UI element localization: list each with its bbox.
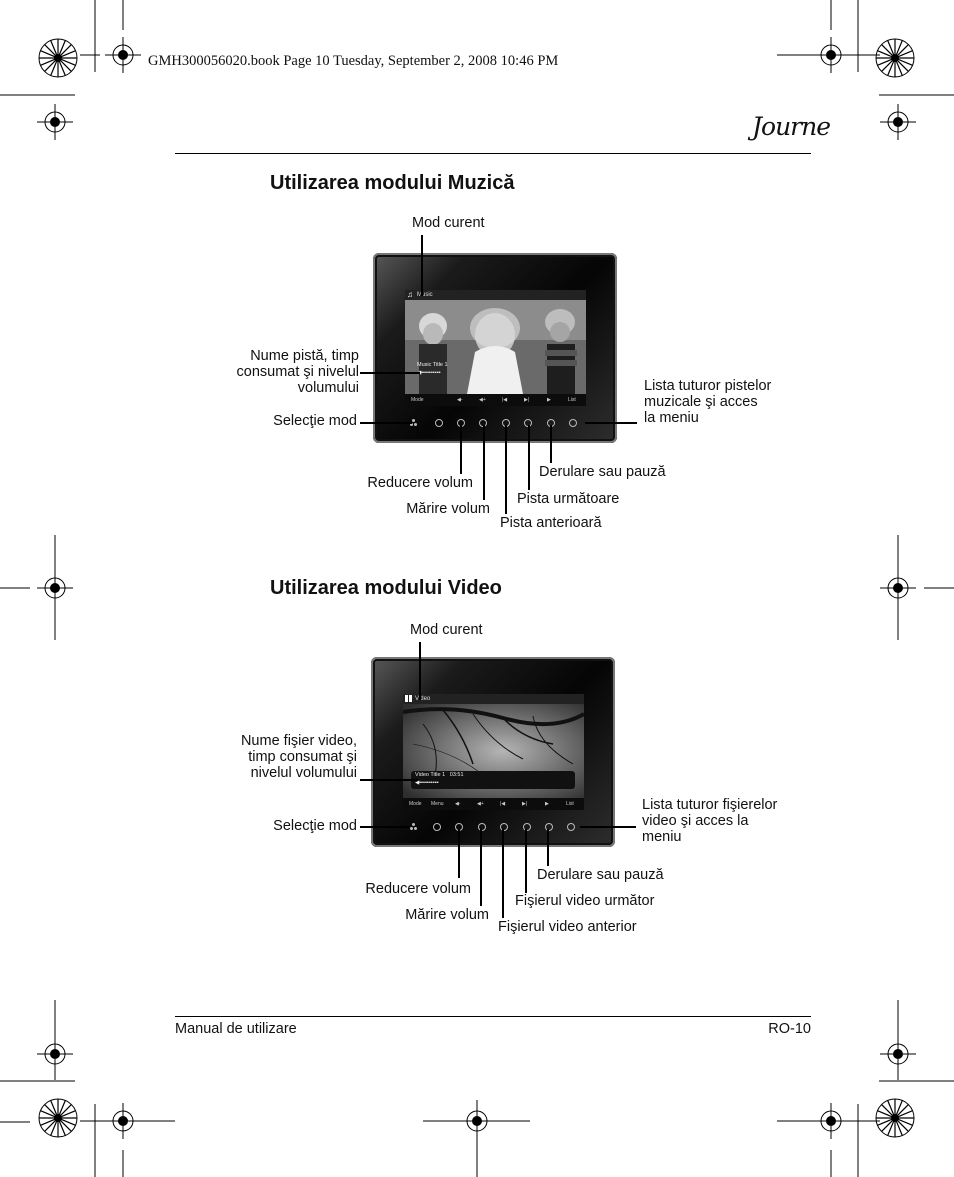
music-volume-meter: ◀▪▪▪▪▪▪▪▪▪▪ (417, 370, 441, 376)
label-volume-up-video: Mărire volum (405, 907, 489, 923)
music-bar-vol-up: ◀+ (479, 397, 486, 403)
label-next-file: Fişierul video următor (515, 893, 655, 909)
music-section-title: Utilizarea modului Muzică (270, 172, 515, 194)
label-prev-file: Fişierul video anterior (498, 919, 637, 935)
label-file-info: Nume fişier video, timp consumat şi nivelul volumului (240, 733, 357, 781)
label-play-pause-music: Derulare sau pauză (539, 464, 666, 480)
video-bar-next: ▶| (522, 801, 528, 807)
label-file-list: Lista tuturor fişierelor video şi acces la meniu (642, 797, 778, 845)
label-volume-down-video: Reducere volum (365, 881, 471, 897)
music-mode-name: Music (417, 292, 433, 298)
video-bar-play: ▶ (545, 801, 549, 807)
music-bar-prev: |◀ (502, 397, 508, 403)
label-track-info: Nume pistă, timp consumat şi nivelul volumului (236, 348, 359, 396)
label-mode-select-video: Selecţie mod (273, 818, 357, 834)
video-volume-meter: ◀▪▪▪▪▪▪▪▪▪▪ (415, 780, 439, 786)
footer-manual-title: Manual de utilizare (175, 1021, 297, 1037)
label-volume-up-music: Mărire volum (406, 501, 490, 517)
book-header-line: GMH300056020.book Page 10 Tuesday, September 2, 2008 10:46 PM (148, 53, 559, 69)
video-bar-vol-down: ◀- (455, 801, 461, 807)
music-bar-vol-down: ◀- (457, 397, 463, 403)
video-bar-mode: Mode (409, 801, 422, 807)
video-bar-vol-up: ◀+ (477, 801, 484, 807)
bottom-divider (175, 1016, 811, 1017)
label-prev-track: Pista anterioară (500, 515, 602, 531)
music-bar-play: ▶ (547, 397, 551, 403)
video-bar-prev: |◀ (500, 801, 506, 807)
music-note-icon: ♫ (407, 290, 413, 299)
video-mode-name: Video (415, 696, 431, 702)
brand-logo: Journe (752, 112, 831, 141)
label-mode-select-music: Selecţie mod (273, 413, 357, 429)
label-next-track: Pista următoare (517, 491, 620, 507)
label-play-pause-video: Derulare sau pauză (537, 867, 664, 883)
video-elapsed-time: 03:51 (449, 772, 464, 778)
video-bar-list: List (566, 801, 574, 807)
label-current-mode-music: Mod curent (412, 215, 485, 231)
video-section-title: Utilizarea modului Video (270, 577, 502, 599)
video-bar-menu: Menu (431, 801, 444, 807)
label-track-list: Lista tuturor pistelor muzicale şi acces la meniu (644, 378, 772, 426)
video-file-title: Video Title 1 (415, 772, 446, 778)
music-bar-next: ▶| (524, 397, 530, 403)
label-volume-down-music: Reducere volum (367, 475, 473, 491)
music-track-title: Music Title 1 (417, 362, 448, 368)
label-current-mode-video: Mod curent (410, 622, 483, 638)
footer-page-number: RO-10 (768, 1021, 811, 1037)
music-bar-mode: Mode (411, 397, 424, 403)
music-bar-list: List (568, 397, 576, 403)
